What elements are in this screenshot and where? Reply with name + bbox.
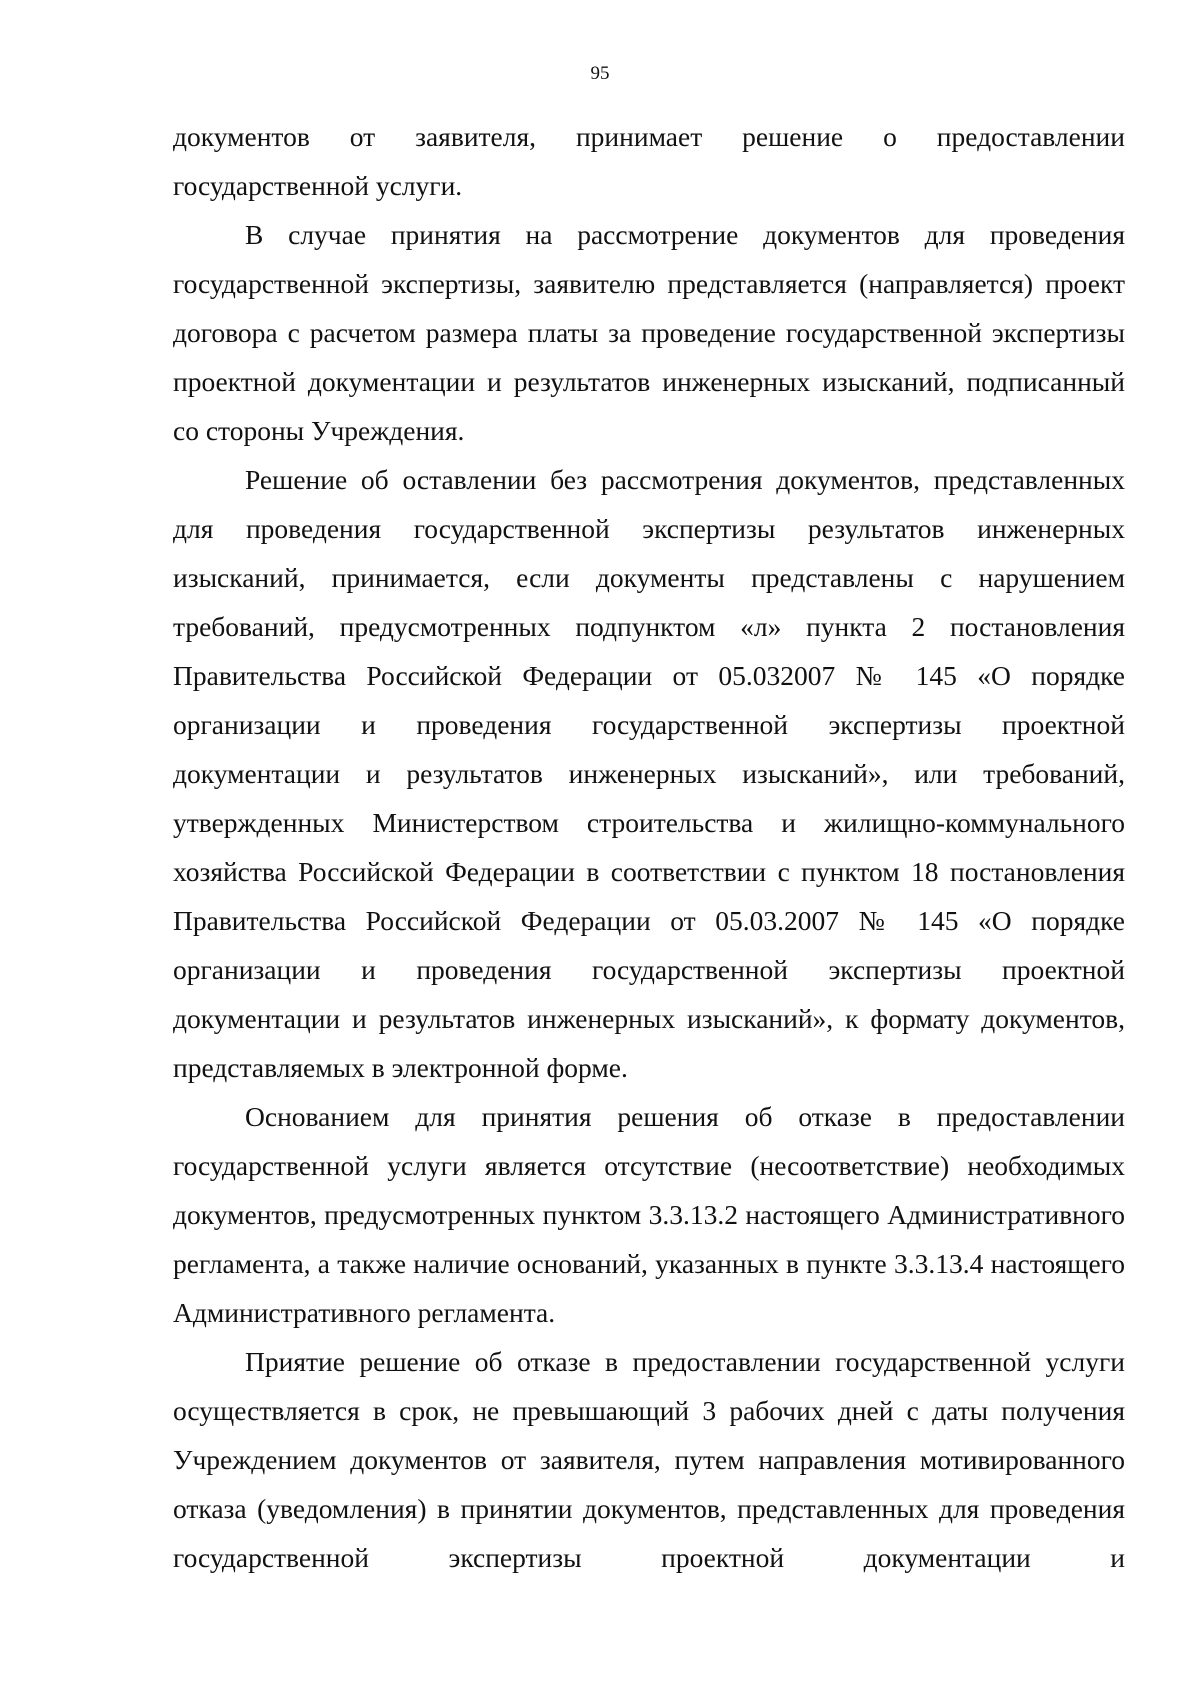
paragraph-contract-draft: В случае принятия на рассмотрение документов для проведения государственной экспертизы, заявителю представляется (направляется) проект договора с расчетом размера платы за проведение государственной экспертизы проектной документации и результатов инженерных изысканий, подписанный со стороны Учреждения. <box>173 218 1125 446</box>
paragraph-leave-without-review: Решение об оставлении без рассмотрения документов, представленных для проведения государственной экспертизы результатов инженерных изысканий, принимается, если документы представлены с нарушением требований, предусмотренных подпунктом «л» пункта 2 постановления Правительства Российской Федерации от 05.032007 № 145 «О порядке организации и проведения государственной экспертизы проектной документации и результатов инженерных изысканий», или требований, утвержденных Министерством строительства и жилищно-коммунального хозяйства Российской Федерации в соответствии с пунктом 18 постановления Правительства Российской Федерации от 05.03.2007 № 145 «О порядке организации и проведения государственной экспертизы проектной документации и результатов инженерных изысканий», к формату документов, представляемых в электронной форме. <box>173 463 1125 1083</box>
paragraph-continuation: документов от заявителя, принимает решение о предоставлении государственной услуги. <box>173 120 1125 201</box>
paragraph-refusal-grounds: Основанием для принятия решения об отказе в предоставлении государственной услуги является отсутствие (несоответствие) необходимых документов, предусмотренных пунктом 3.3.13.2 настоящего Административного регламента, а также наличие оснований, указанных в пункте 3.3.13.4 настоящего Административного регламента. <box>173 1100 1125 1328</box>
paragraph-refusal-term: Приятие решение об отказе в предоставлении государственной услуги осуществляется в срок, не превышающий 3 рабочих дней с даты получения Учреждением документов от заявителя, путем направления мотивированного отказа (уведомления) в принятии документов, представленных для проведения государственной экспертизы проектной документации и <box>173 1345 1125 1573</box>
document-body <box>173 112 1125 1582</box>
page-number: 95 <box>590 63 610 84</box>
